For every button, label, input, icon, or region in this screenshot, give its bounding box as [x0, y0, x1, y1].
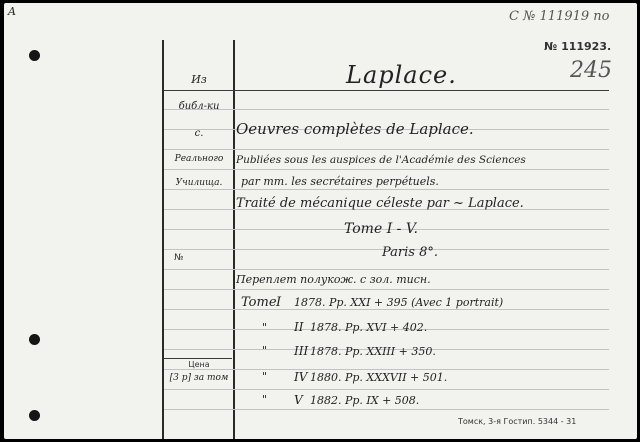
volume-prefix: Tome	[241, 295, 277, 310]
library-name-1: Реального	[174, 154, 224, 164]
volume-prefix: "	[262, 370, 268, 383]
punch-hole	[29, 410, 40, 421]
volume-details: 1878. Pp. XVI + 402.	[310, 321, 428, 334]
punch-hole	[29, 50, 40, 61]
title-line-1: Oeuvres complètes de Laplace.	[236, 120, 474, 138]
volume-details: 1878. Pp. XXI + 395 (Avec 1 portrait)	[294, 296, 504, 309]
volume-details: 1880. Pp. XXXVII + 501.	[310, 371, 448, 384]
price-label: Цена	[188, 360, 210, 369]
title-line-3: par mm. les secrétaires perpétuels.	[241, 175, 439, 188]
ruling-line	[164, 169, 609, 170]
ruling-line	[164, 149, 609, 150]
volume-prefix: "	[262, 344, 268, 357]
volume-numeral: V	[294, 393, 303, 407]
price-value: [3 р] за том	[169, 373, 229, 383]
volume-numeral: IV	[294, 370, 308, 384]
heading-rule	[164, 90, 609, 91]
volume-details: 1878. Pp. XXIII + 350.	[310, 345, 436, 358]
price-rule	[164, 358, 232, 359]
from-label: Из	[191, 73, 207, 86]
shelf-mark: 245	[570, 58, 612, 83]
archive-number: С № 111919 no	[509, 9, 610, 24]
author-heading: Laplace.	[346, 61, 457, 89]
catalog-card	[4, 3, 637, 439]
volume-details: 1882. Pp. IX + 508.	[310, 394, 420, 407]
library-prefix: с.	[194, 128, 204, 139]
volume-prefix: "	[262, 393, 268, 406]
title-line-2: Publiées sous les auspices de l'Académie des Sciences	[236, 154, 526, 166]
corner-mark: A	[8, 5, 16, 18]
ruling-line	[164, 269, 609, 270]
ruling-line	[164, 369, 609, 370]
library-name-2: Училища.	[175, 178, 223, 188]
ruling-line	[164, 189, 609, 190]
volume-prefix: "	[262, 321, 268, 334]
ruling-line	[164, 389, 609, 390]
ruling-line	[164, 309, 609, 310]
volumes-range: Tome I - V.	[344, 221, 418, 237]
punch-hole	[29, 334, 40, 345]
volume-numeral: III	[294, 344, 309, 358]
printer-imprint: Томск, 3-я Гостип. 5344 - 31	[458, 417, 577, 426]
ruling-line	[164, 289, 609, 290]
binding-note: Переплет полукож. с зол. тисн.	[236, 273, 431, 286]
card-number: № 111923.	[544, 40, 612, 53]
ruling-line	[164, 409, 609, 410]
number-label: №	[174, 253, 184, 263]
library-label: библ-ки	[178, 101, 220, 112]
title-line-4: Traité de mécanique céleste par ~ Laplace.	[236, 196, 524, 211]
publication-place: Paris 8°.	[382, 245, 438, 260]
volume-numeral: II	[294, 320, 304, 334]
volume-numeral: I	[276, 295, 282, 310]
